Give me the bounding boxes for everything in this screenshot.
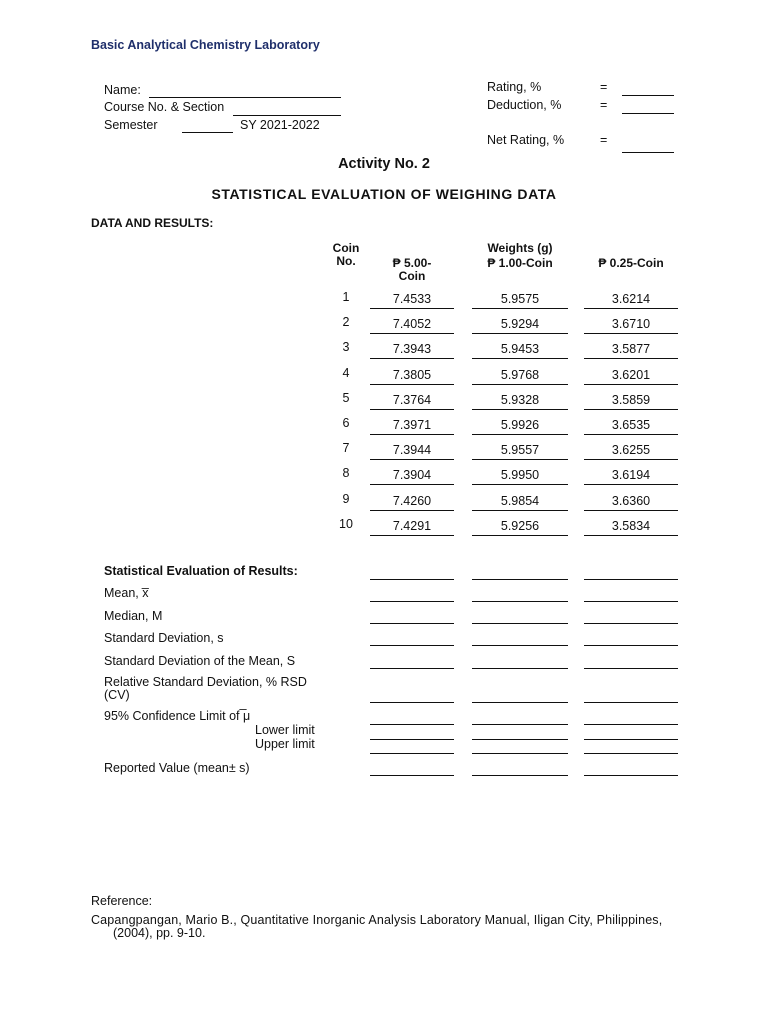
- upper-limit-label: Upper limit: [255, 737, 315, 751]
- cell-5peso: 7.3805: [370, 367, 454, 385]
- reported-value-label: Reported Value (mean± s): [104, 761, 250, 775]
- answer-line[interactable]: [584, 753, 678, 754]
- name-field[interactable]: [149, 97, 341, 98]
- answer-line[interactable]: [370, 775, 454, 776]
- answer-line[interactable]: [472, 579, 568, 580]
- cell-1peso: 5.9453: [472, 341, 568, 359]
- cell-5peso: 7.3971: [370, 417, 454, 435]
- main-title: STATISTICAL EVALUATION OF WEIGHING DATA: [211, 186, 557, 202]
- cell-1peso: 5.9854: [472, 493, 568, 511]
- cell-5peso: 7.3943: [370, 341, 454, 359]
- coin-number: 9: [342, 491, 350, 506]
- semester-label: Semester: [104, 118, 158, 132]
- cell-5peso: 7.4052: [370, 316, 454, 334]
- answer-line[interactable]: [370, 724, 454, 725]
- coin-number: 5: [342, 390, 350, 405]
- cell-5peso: 7.3764: [370, 392, 454, 410]
- rating-label: Rating, %: [487, 80, 542, 94]
- answer-line[interactable]: [584, 724, 678, 725]
- cell-1peso: 5.9926: [472, 417, 568, 435]
- deduction-label: Deduction, %: [487, 98, 562, 112]
- name-label: Name:: [104, 83, 141, 97]
- coin-number: 8: [342, 466, 350, 481]
- cell-1peso: 5.9575: [472, 291, 568, 309]
- cell-5peso: 7.4260: [370, 493, 454, 511]
- answer-line[interactable]: [370, 702, 454, 703]
- reference-label: Reference:: [91, 894, 153, 908]
- semester-field[interactable]: [182, 132, 233, 133]
- coin-number: 4: [342, 365, 350, 380]
- activity-title: Activity No. 2: [338, 156, 430, 172]
- deduction-equals: =: [600, 98, 608, 112]
- cell-25cent: 3.6255: [584, 442, 678, 460]
- course-field[interactable]: [233, 115, 341, 116]
- answer-line[interactable]: [584, 645, 678, 646]
- reference-line-2: (2004), pp. 9-10.: [113, 926, 206, 940]
- cell-1peso: 5.9768: [472, 367, 568, 385]
- lab-header: Basic Analytical Chemistry Laboratory: [91, 38, 320, 52]
- std-dev-mean-label: Standard Deviation of the Mean, S: [104, 654, 296, 668]
- coin-number: 10: [339, 516, 353, 531]
- answer-line[interactable]: [370, 623, 454, 624]
- answer-line[interactable]: [472, 724, 568, 725]
- mean-label: Mean, x̅: [104, 586, 149, 600]
- answer-line[interactable]: [584, 579, 678, 580]
- cell-25cent: 3.6194: [584, 467, 678, 485]
- answer-line[interactable]: [472, 601, 568, 602]
- reference-line-1: Capangpangan, Mario B., Quantitative Inorganic Analysis Laboratory Manual, Iligan City, Philippines,: [91, 913, 663, 927]
- col-5peso-header-2: Coin: [398, 269, 426, 283]
- weights-header: Weights (g): [487, 241, 553, 255]
- std-dev-label: Standard Deviation, s: [104, 631, 224, 645]
- median-label: Median, M: [104, 609, 163, 623]
- answer-line[interactable]: [584, 601, 678, 602]
- answer-line[interactable]: [370, 668, 454, 669]
- answer-line[interactable]: [584, 739, 678, 740]
- cell-5peso: 7.3904: [370, 467, 454, 485]
- cell-5peso: 7.3944: [370, 442, 454, 460]
- coin-number: 3: [342, 340, 350, 355]
- answer-line[interactable]: [472, 645, 568, 646]
- lower-limit-label: Lower limit: [255, 723, 315, 737]
- answer-line[interactable]: [370, 753, 454, 754]
- answer-line[interactable]: [370, 579, 454, 580]
- cell-1peso: 5.9950: [472, 467, 568, 485]
- coin-number: 2: [342, 315, 350, 330]
- cell-25cent: 3.6201: [584, 367, 678, 385]
- col-25cent-header: ₱ 0.25-Coin: [598, 256, 664, 270]
- answer-line[interactable]: [472, 775, 568, 776]
- cell-1peso: 5.9294: [472, 316, 568, 334]
- rsd-label-2: (CV): [104, 688, 130, 702]
- answer-line[interactable]: [584, 668, 678, 669]
- cell-25cent: 3.5877: [584, 341, 678, 359]
- stats-heading: Statistical Evaluation of Results:: [104, 564, 298, 578]
- cell-5peso: 7.4291: [370, 518, 454, 536]
- rating-equals: =: [600, 80, 608, 94]
- deduction-field[interactable]: [622, 113, 674, 114]
- school-year: SY 2021-2022: [240, 118, 320, 132]
- cell-25cent: 3.5859: [584, 392, 678, 410]
- col-5peso-header-1: ₱ 5.00-: [392, 256, 432, 270]
- cell-1peso: 5.9557: [472, 442, 568, 460]
- section-label: DATA AND RESULTS:: [91, 216, 214, 230]
- answer-line[interactable]: [584, 623, 678, 624]
- cell-25cent: 3.6535: [584, 417, 678, 435]
- answer-line[interactable]: [584, 775, 678, 776]
- answer-line[interactable]: [472, 623, 568, 624]
- net-rating-field[interactable]: [622, 152, 674, 153]
- cell-5peso: 7.4533: [370, 291, 454, 309]
- answer-line[interactable]: [472, 668, 568, 669]
- net-rating-equals: =: [600, 133, 608, 147]
- rsd-label-1: Relative Standard Deviation, % RSD: [104, 675, 307, 689]
- cell-25cent: 3.6710: [584, 316, 678, 334]
- coin-number: 7: [342, 441, 350, 456]
- cell-25cent: 3.6214: [584, 291, 678, 309]
- confidence-label: 95% Confidence Limit of ̅μ: [104, 709, 251, 723]
- cell-1peso: 5.9256: [472, 518, 568, 536]
- coin-number: 1: [342, 290, 350, 304]
- answer-line[interactable]: [370, 645, 454, 646]
- answer-line[interactable]: [370, 601, 454, 602]
- cell-25cent: 3.6360: [584, 493, 678, 511]
- answer-line[interactable]: [584, 702, 678, 703]
- col-1peso-header: ₱ 1.00-Coin: [487, 256, 553, 270]
- coin-number: 6: [342, 416, 350, 430]
- net-rating-label: Net Rating, %: [487, 133, 565, 147]
- answer-line[interactable]: [472, 702, 568, 703]
- coin-no-header-1: Coin: [332, 241, 360, 255]
- course-label: Course No. & Section: [104, 100, 225, 114]
- coin-no-header-2: No.: [336, 254, 356, 268]
- answer-line[interactable]: [472, 753, 568, 754]
- rating-field[interactable]: [622, 95, 674, 96]
- answer-line[interactable]: [370, 739, 454, 740]
- cell-1peso: 5.9328: [472, 392, 568, 410]
- cell-25cent: 3.5834: [584, 518, 678, 536]
- answer-line[interactable]: [472, 739, 568, 740]
